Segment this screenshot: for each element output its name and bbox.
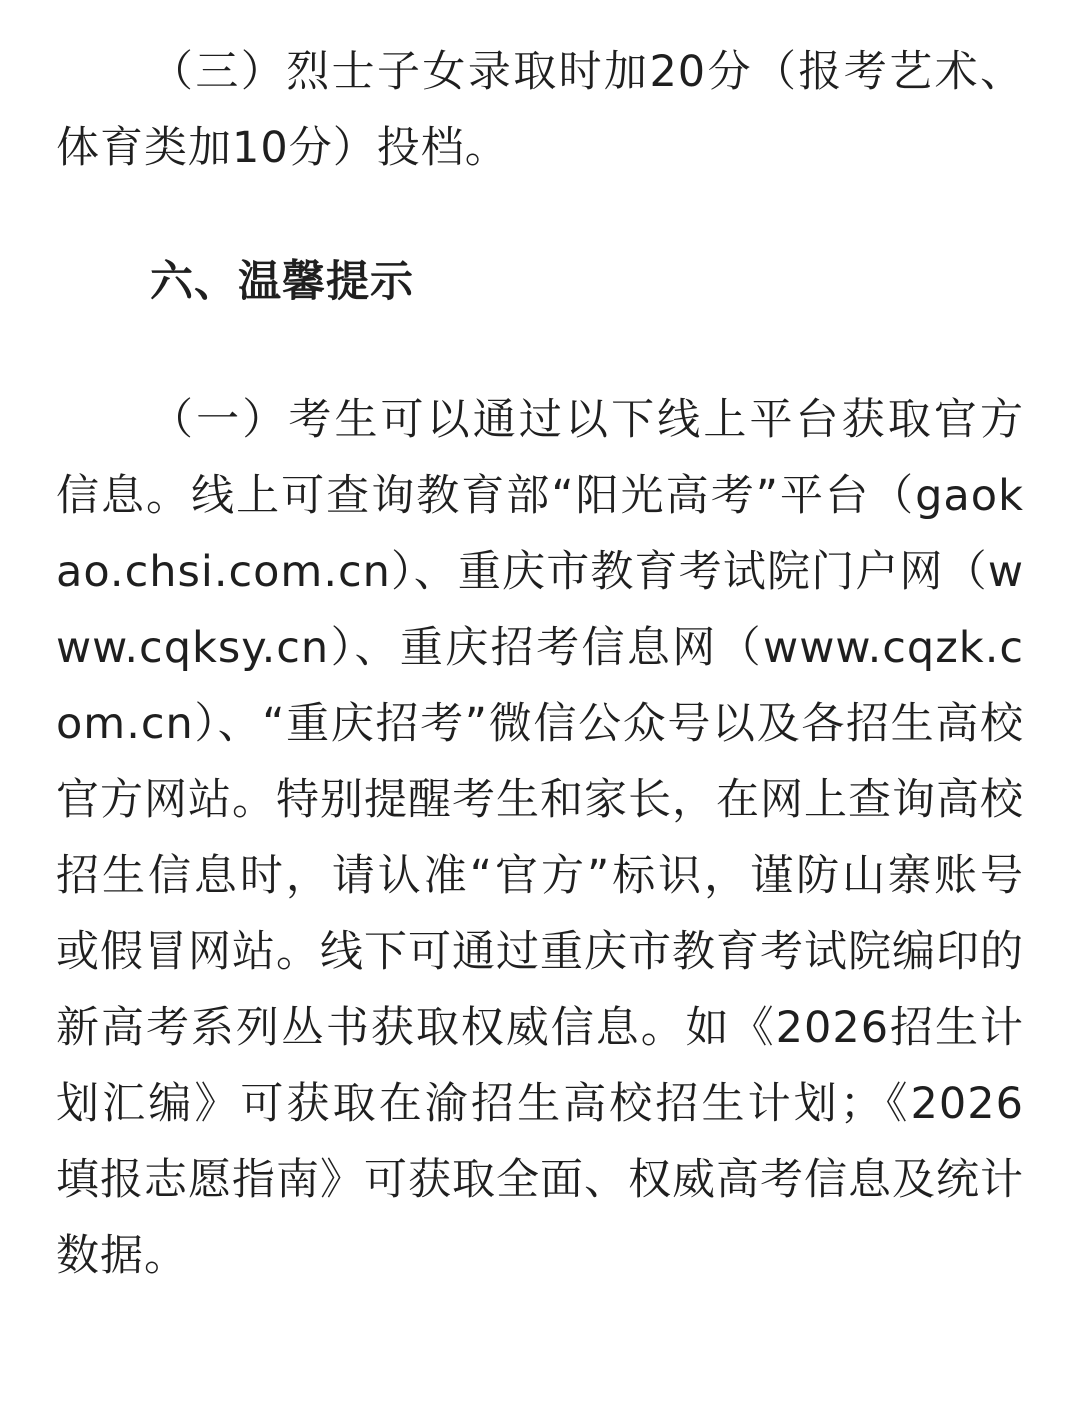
paragraph-martyr-children-bonus: （三）烈士子女录取时加20分（报考艺术、体育类加10分）投档。 (56, 47, 1024, 173)
paragraph-spacer (56, 320, 1024, 382)
section-heading-warm-tips: 六、温馨提示 (150, 257, 414, 307)
paragraph-spacer (56, 186, 1024, 244)
article-body (56, 34, 1024, 1294)
paragraph-official-info-sources: （一）考生可以通过以下线上平台获取官方信息。线上可查询教育部“阳光高考”平台（gaokao.chsi.com.cn）、重庆市教育考试院门户网（www.cqksy.cn）、重庆招考信息网（www.cqzk.com.cn）、“重庆招考”微信公众号以及各招生高校官方网站。特别提醒考生和家长，在网上查询高校招生信息时，请认准“官方”标识，谨防山寨账号或假冒网站。线下可通过重庆市教育考试院编印的新高考系列丛书获取权威信息。如《2026招生计划汇编》可获取在渝招生高校招生计划；《2026填报志愿指南》可获取全面、权威高考信息及统计数据。 (56, 395, 1024, 1281)
